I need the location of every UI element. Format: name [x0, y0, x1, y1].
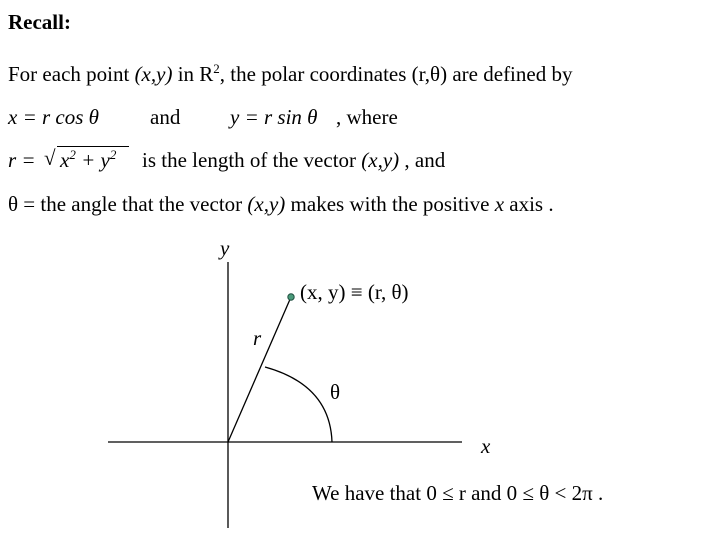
r-equals: r =	[8, 148, 36, 172]
line1-point: (x,y)	[134, 62, 173, 86]
line1-mid: in R	[172, 62, 214, 86]
r-label: r	[253, 326, 262, 350]
x-axis-label: x	[481, 434, 491, 458]
line1-end: are defined by	[447, 62, 573, 86]
radicand-plus-y: + y	[75, 148, 110, 172]
line1-pre: For each point	[8, 62, 135, 86]
radical-sign: √	[44, 146, 56, 170]
heading: Recall:	[8, 10, 71, 34]
radicand-x: x	[60, 148, 70, 172]
line4-mid: makes with the positive	[285, 192, 495, 216]
y-axis-label: y	[220, 236, 230, 260]
x-equation: x = r cos θ	[8, 105, 99, 129]
line4-end: axis .	[504, 192, 554, 216]
line3-desc: is the length of the vector	[142, 148, 362, 172]
line4-vec: (x,y)	[247, 192, 286, 216]
line1-post: , the polar coordinates	[219, 62, 412, 86]
radicand-y-sup: 2	[109, 147, 117, 162]
line1-sup: 2	[213, 61, 220, 76]
point-label: (x, y) ≡ (r, θ)	[300, 280, 409, 304]
line3-vec: (x,y)	[361, 148, 400, 172]
line1-polar: (r,θ)	[411, 62, 448, 86]
theta-arc	[265, 367, 332, 442]
line4-x: x	[494, 192, 505, 216]
point-marker	[288, 294, 294, 300]
radius-vector	[228, 297, 291, 442]
line4-text: θ = the angle that the vector	[8, 192, 248, 216]
and-word: and	[150, 105, 181, 129]
line3-tail: , and	[399, 148, 446, 172]
range-note: We have that 0 ≤ r and 0 ≤ θ < 2π .	[312, 481, 604, 505]
theta-label: θ	[330, 380, 341, 404]
radicand-x-sup: 2	[69, 147, 76, 162]
y-equation: y = r sin θ	[230, 105, 318, 129]
where-word: , where	[336, 105, 398, 129]
